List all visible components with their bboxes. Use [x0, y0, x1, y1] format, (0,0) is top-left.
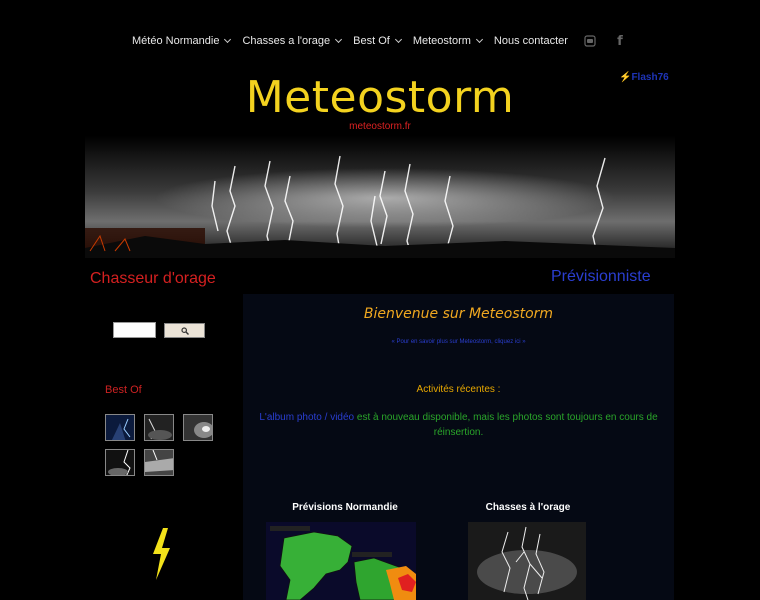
- nav-item-meteostorm[interactable]: [413, 35, 482, 47]
- main-nav: [132, 33, 580, 49]
- nav-item-label: Météo Normandie: [132, 35, 220, 47]
- search-button[interactable]: [164, 323, 205, 338]
- album-link[interactable]: L'album photo / vidéo: [259, 412, 355, 423]
- chevron-down-icon: [395, 36, 402, 43]
- search-input[interactable]: [113, 322, 156, 338]
- nav-item-label: Nous contacter: [493, 35, 568, 47]
- chevron-down-icon: [476, 36, 483, 43]
- nav-item-meteo-normandie[interactable]: [132, 35, 230, 47]
- welcome-heading: Bienvenue sur Meteostorm: [363, 306, 554, 322]
- flash-badge-label: Flash76: [631, 72, 669, 83]
- nav-item-contact[interactable]: [494, 35, 568, 47]
- activity-text: [253, 410, 664, 440]
- youtube-icon[interactable]: [582, 33, 598, 49]
- best-of-thumb[interactable]: [144, 449, 174, 476]
- site-title[interactable]: Meteostorm: [245, 72, 515, 123]
- site-subtitle: meteostorm.fr: [349, 121, 411, 132]
- activities-title: Activités récentes :: [416, 384, 501, 395]
- best-of-thumb[interactable]: [105, 449, 135, 476]
- more-info-link[interactable]: « Pour en savoir plus sur Meteostorm, cliquez ici »: [391, 339, 526, 345]
- chevron-down-icon: [335, 36, 342, 43]
- forecast-map-image[interactable]: [266, 522, 416, 600]
- chevron-down-icon: [224, 36, 231, 43]
- best-of-heading: Best Of: [105, 384, 142, 396]
- nav-item-best-of[interactable]: [353, 35, 401, 47]
- header-banner-image: [85, 136, 675, 258]
- nav-item-label: Chasses a l'orage: [242, 35, 331, 47]
- nav-item-label: Best Of: [353, 35, 390, 47]
- role-right: Prévisionniste: [551, 268, 651, 285]
- facebook-icon[interactable]: f: [617, 33, 623, 49]
- nav-item-label: Meteostorm: [412, 35, 471, 47]
- best-of-thumb[interactable]: [105, 414, 135, 441]
- activity-text-body: est à nouveau disponible, mais les photos sont toujours en cours de réinsertion.: [354, 412, 658, 438]
- nav-item-chasses[interactable]: [242, 35, 341, 47]
- best-of-thumb[interactable]: [144, 414, 174, 441]
- search-icon: [181, 327, 189, 335]
- column-title-previsions: Prévisions Normandie: [292, 502, 398, 513]
- storm-chase-image[interactable]: [468, 522, 586, 600]
- role-left: Chasseur d'orage: [90, 270, 216, 287]
- lightning-bolt-icon: [150, 528, 172, 585]
- column-title-chasses: Chasses à l'orage: [485, 502, 571, 513]
- best-of-thumb[interactable]: [183, 414, 213, 441]
- flash-badge: ⚡Flash76: [619, 72, 669, 83]
